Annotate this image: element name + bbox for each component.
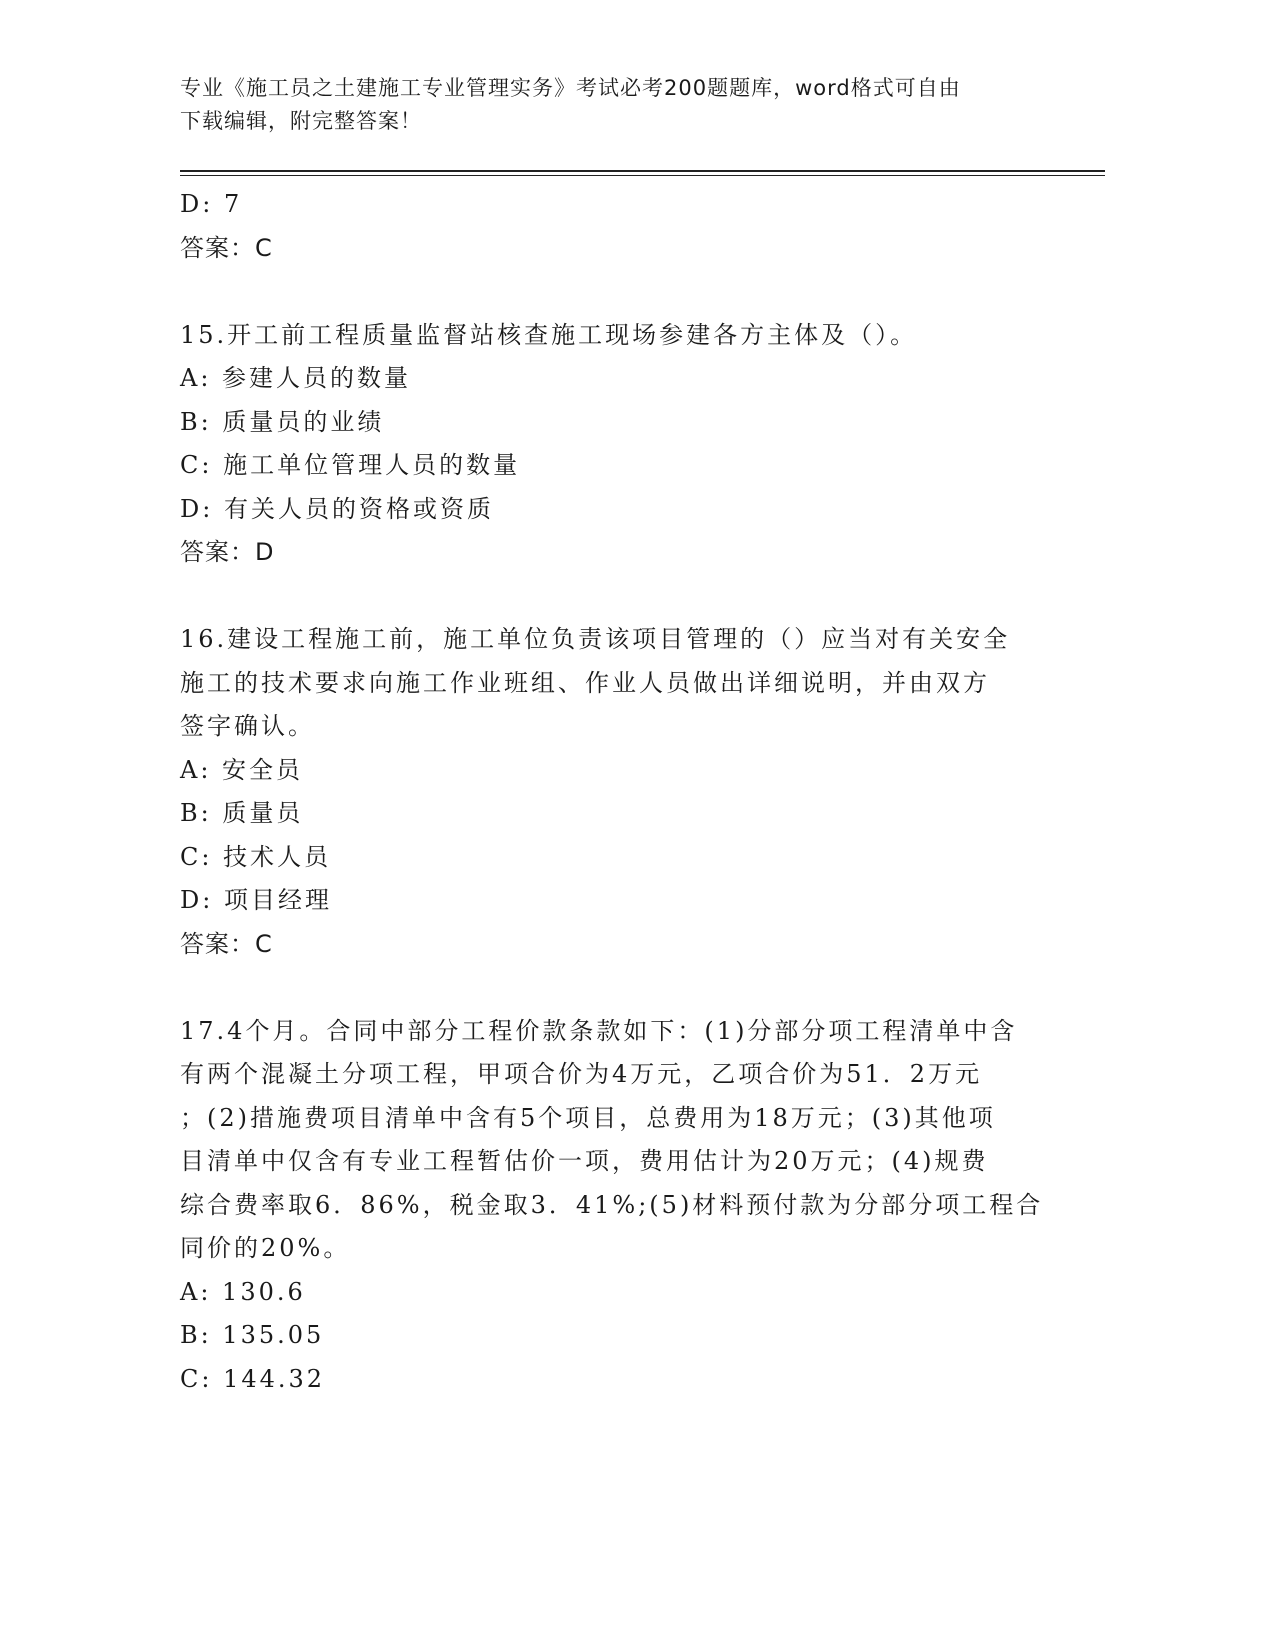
option-a: A: 参建人员的数量 — [180, 364, 412, 392]
option-d: D: 有关人员的资格或资质 — [180, 494, 494, 523]
question-text: 15.开工前工程质量监督站核查施工现场参建各方主体及（）。 — [180, 320, 918, 349]
previous-question-tail — [180, 183, 1040, 270]
option-d: D: 项目经理 — [180, 886, 332, 914]
option-b: B: 质量员的业绩 — [180, 407, 385, 436]
option-c: C: 144.32 — [180, 1364, 326, 1393]
question-text-line-2: 施工的技术要求向施工作业班组、作业人员做出详细说明，并由双方 — [180, 668, 990, 697]
option-a: A: 130.6 — [180, 1277, 306, 1306]
document-header — [180, 72, 1040, 138]
header-title-line-2: 下载编辑，附完整答案！ — [180, 109, 422, 133]
option-c: C: 施工单位管理人员的数量 — [180, 451, 521, 479]
question-text-line-3: 签字确认。 — [180, 712, 315, 740]
question-text-line-1: 16.建设工程施工前，施工单位负责该项目管理的（）应当对有关安全 — [180, 625, 1011, 653]
answer-line: 答案：C — [180, 233, 273, 262]
header-divider-thick — [180, 170, 1105, 172]
question-text-line-6: 同价的20%。 — [180, 1234, 351, 1262]
question-content — [180, 183, 1044, 1401]
header-title-line-1: 专业《施工员之土建施工专业管理实务》考试必考200题题库，word格式可自由 — [180, 76, 961, 100]
question-17 — [180, 1010, 1044, 1402]
question-text-line-1: 17.4个月。合同中部分工程价款条款如下：(1)分部分项工程清单中含 — [180, 1016, 1018, 1045]
option-d: D: 7 — [180, 190, 243, 218]
question-text-line-2: 有两个混凝土分项工程，甲项合价为4万元，乙项合价为51．2万元 — [180, 1060, 983, 1088]
answer-line: 答案：D — [180, 538, 275, 566]
option-a: A: 安全员 — [180, 755, 304, 784]
question-16 — [180, 618, 1040, 966]
option-c: C: 技术人员 — [180, 842, 332, 871]
option-b: B: 135.05 — [180, 1321, 325, 1349]
question-15 — [180, 314, 1040, 575]
question-text-line-3: ；(2)措施费项目清单中含有5个项目，总费用为18万元；(3)其他项 — [180, 1103, 996, 1132]
spacer — [180, 575, 1040, 619]
spacer — [180, 966, 1040, 1010]
option-b: B: 质量员 — [180, 799, 304, 827]
header-divider-thin — [180, 175, 1105, 176]
spacer — [180, 270, 1040, 314]
question-text-line-4: 目清单中仅含有专业工程暂估价一项，费用估计为20万元；(4)规费 — [180, 1147, 989, 1175]
answer-line: 答案：C — [180, 929, 273, 958]
question-text-line-5: 综合费率取6．86%，税金取3．41%;(5)材料预付款为分部分项工程合 — [180, 1190, 1044, 1219]
